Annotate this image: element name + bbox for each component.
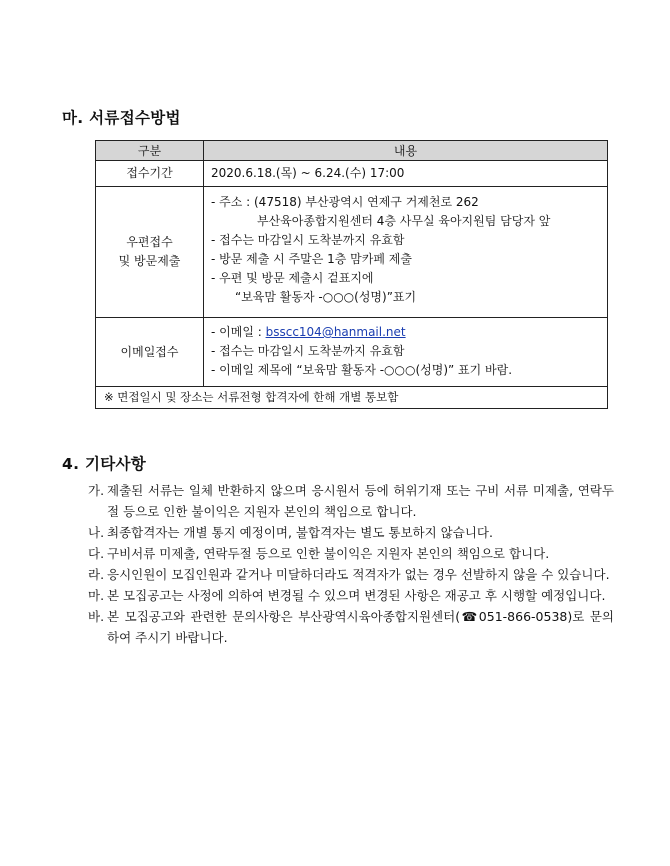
submission-table [95, 140, 608, 409]
mail-deadline: - 접수는 마감일시 도착분까지 유효함 [211, 233, 405, 247]
list-item [88, 522, 614, 543]
header-content: 내용 [204, 141, 608, 161]
label-mail-line1: 우편접수 [126, 235, 173, 249]
label-mail-line2: 및 방문제출 [118, 254, 181, 268]
mail-cover-label: “보육맘 활동자 -○○○(성명)”표기 [235, 290, 417, 304]
email-content [204, 318, 608, 387]
table-row-email [96, 318, 608, 387]
email-subject: - 이메일 제목에 “보육맘 활동자 -○○○(성명)” 표기 바람. [211, 363, 513, 377]
interview-note: ※ 면접일시 및 장소는 서류전형 합격자에 한해 개별 통보함 [96, 387, 608, 409]
item-text: 본 모집공고와 관련한 문의사항은 부산광역시육아종합지원센터(☎051-866-0538)로 문의하여 주시기 바랍니다. [107, 609, 614, 645]
period-text: 2020.6.18.(목) ~ 6.24.(수) 17:00 [204, 161, 608, 187]
email-prefix: - 이메일 : [211, 325, 266, 339]
item-text: 본 모집공고는 사정에 의하여 변경될 수 있으며 변경된 사항은 재공고 후 시행할 예정입니다. [107, 588, 606, 603]
section-title-etc: 4. 기타사항 [62, 455, 147, 473]
label-mail [96, 187, 204, 318]
item-mark: 라. [88, 567, 105, 582]
table-row-note [96, 387, 608, 409]
item-text: 최종합격자는 개별 통지 예정이며, 불합격자는 별도 통보하지 않습니다. [107, 525, 493, 540]
label-email: 이메일접수 [96, 318, 204, 387]
table-row-period [96, 161, 608, 187]
table-row-mail [96, 187, 608, 318]
mail-weekend: - 방문 제출 시 주말은 1층 맘카페 제출 [211, 252, 412, 266]
list-item [88, 543, 614, 564]
section-title-submission: 마. 서류접수방법 [62, 109, 181, 127]
table-header-row [96, 141, 608, 161]
label-period: 접수기간 [96, 161, 204, 187]
email-link[interactable]: bsscc104@hanmail.net [265, 325, 406, 339]
list-item [88, 564, 614, 585]
email-deadline: - 접수는 마감일시 도착분까지 유효함 [211, 344, 405, 358]
item-mark: 바. [88, 609, 105, 624]
item-mark: 가. [88, 483, 105, 498]
etc-list [88, 480, 614, 648]
item-text: 구비서류 미제출, 연락두절 등으로 인한 불이익은 지원자 본인의 책임으로 합니다. [107, 546, 550, 561]
list-item [88, 585, 614, 606]
item-mark: 마. [88, 588, 105, 603]
mail-address: - 주소 : (47518) 부산광역시 연제구 거제천로 262 [211, 195, 479, 209]
item-text: 제출된 서류는 일체 반환하지 않으며 응시원서 등에 허위기재 또는 구비 서류 미제출, 연락두절 등으로 인한 불이익은 지원자 본인의 책임으로 합니다. [107, 483, 614, 519]
email-line [211, 323, 601, 342]
item-text: 응시인원이 모집인원과 같거나 미달하더라도 적격자가 없는 경우 선발하지 않을 수 있습니다. [107, 567, 610, 582]
list-item [88, 606, 614, 648]
mail-address-cont: 부산육아종합지원센터 4층 사무실 육아지원팀 담당자 앞 [257, 214, 551, 228]
item-mark: 다. [88, 546, 105, 561]
header-category: 구분 [96, 141, 204, 161]
item-mark: 나. [88, 525, 105, 540]
mail-cover: - 우편 및 방문 제출시 겉표지에 [211, 271, 374, 285]
list-item [88, 480, 614, 522]
mail-content [204, 187, 608, 318]
